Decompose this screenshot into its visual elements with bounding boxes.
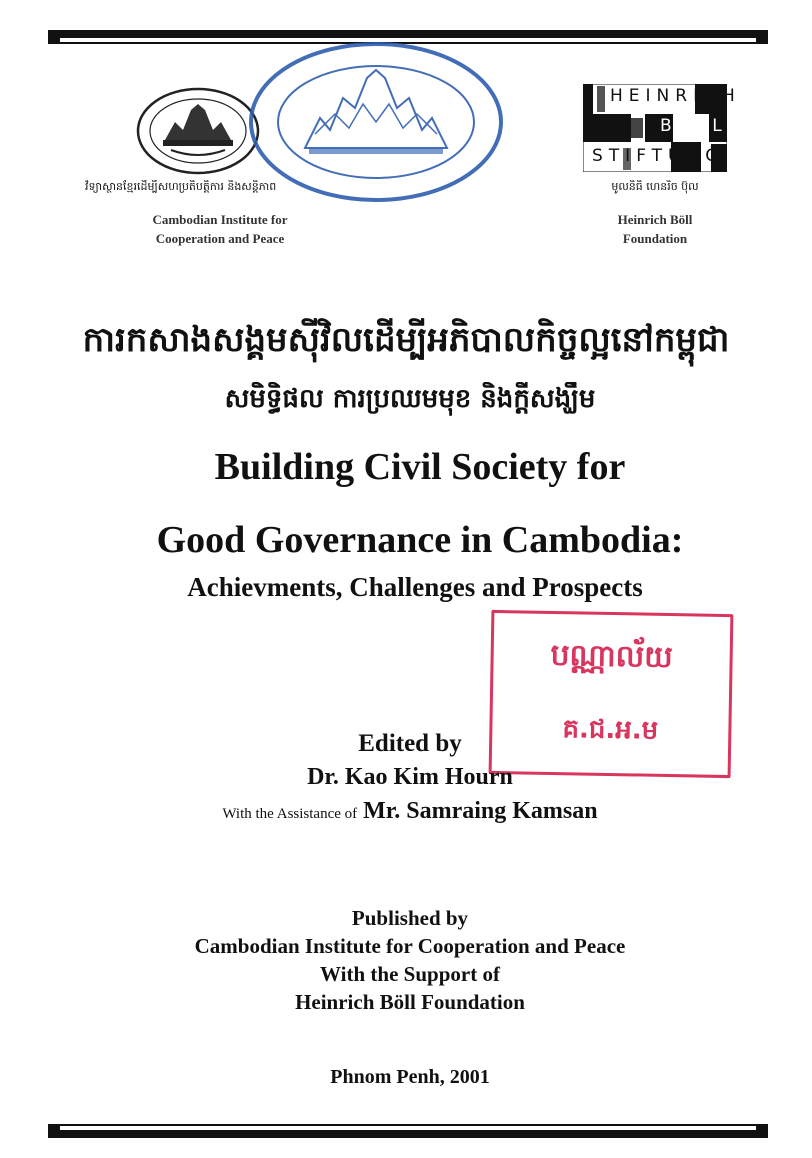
- english-title-line2: Good Governance in Cambodia:: [156, 519, 684, 561]
- support-label: With the Support of: [320, 962, 500, 986]
- right-foundation-name-line1: Heinrich Böll: [617, 212, 693, 227]
- library-stamp: [489, 610, 734, 778]
- left-institute-khmer-name: វិទ្យាស្ថានខ្មែរដើម្បីសហប្រតិបត្តិការ និងសន្តិភាព: [85, 180, 277, 193]
- hb-logo-text-boell: BÖLL: [660, 116, 728, 136]
- top-border-rule: [48, 30, 768, 38]
- english-title-line1: Building Civil Society for: [214, 446, 626, 488]
- assistant-name: Mr. Samraing Kamsan: [363, 798, 598, 824]
- english-subtitle: Achievments, Challenges and Prospects: [187, 572, 643, 602]
- assistance-line: [150, 798, 670, 825]
- library-stamp-line1: បណ្ណាល័យ: [550, 637, 674, 676]
- bottom-border-thin-rule: [48, 1124, 768, 1126]
- hb-logo-text-stiftung: STIFTUNG: [592, 146, 725, 166]
- corner-square-bottom-left: [48, 1126, 60, 1138]
- left-institute-english-name: [100, 210, 340, 248]
- right-foundation-name-line2: Foundation: [622, 231, 688, 246]
- corner-square-bottom-right: [756, 1126, 768, 1138]
- bottom-border-rule: [48, 1130, 768, 1138]
- publisher-name: Cambodian Institute for Cooperation and Peace: [194, 934, 626, 958]
- edited-by-label: Edited by: [358, 730, 462, 757]
- assistance-prefix: With the Assistance of: [222, 806, 358, 822]
- library-stamp-line2: គ.ជ.អ.ម: [562, 714, 659, 746]
- khmer-title-line2: សមិទ្ធិផល ការប្រឈមមុខ និងក្តីសង្ឃឹម: [224, 384, 596, 414]
- editor-name: Dr. Kao Kim Hourn: [307, 764, 513, 790]
- khmer-title-line1: ការកសាងសង្គមស៊ីវិលដើម្បីអភិបាលកិច្ចល្អនៅកម្ពុជា: [82, 320, 730, 360]
- supporter-name: Heinrich Böll Foundation: [295, 990, 525, 1014]
- corner-square-top-right: [756, 30, 768, 42]
- cicp-seal-logo: [135, 84, 261, 178]
- left-institute-name-line1: Cambodian Institute for: [152, 212, 288, 227]
- place-and-year: Phnom Penh, 2001: [330, 1066, 490, 1088]
- right-foundation-khmer-name: មូលនិធិ ហេនរិច ប៊ុល: [611, 180, 699, 193]
- published-by-label: Published by: [351, 906, 469, 930]
- hb-logo-text-heinrich: HEINRICH: [610, 86, 741, 106]
- corner-square-top-left: [48, 30, 60, 42]
- left-institute-name-line2: Cooperation and Peace: [155, 231, 285, 246]
- right-foundation-english-name: [580, 210, 730, 248]
